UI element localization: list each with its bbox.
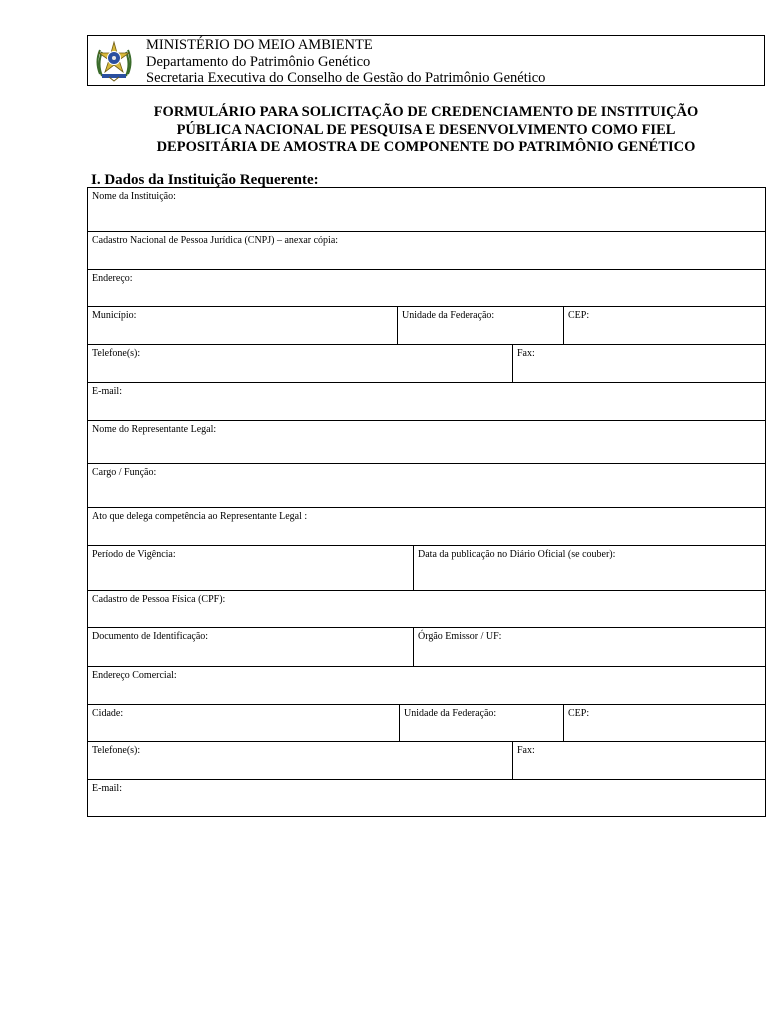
letterhead	[87, 35, 765, 86]
table-row	[87, 546, 766, 591]
cnpj-field[interactable]: Cadastro Nacional de Pessoa Jurídica (CNPJ) – anexar cópia:	[92, 235, 339, 246]
brazil-coat-of-arms-icon	[94, 40, 134, 82]
section-heading: I. Dados da Instituição Requerente:	[91, 172, 319, 188]
cargo-funcao-field[interactable]: Cargo / Função:	[92, 467, 157, 478]
form-table	[87, 187, 766, 817]
department-name: Departamento do Patrimônio Genético	[146, 53, 371, 70]
data-publicacao-field[interactable]: Data da publicação no Diário Oficial (se couber):	[413, 546, 765, 590]
table-row	[87, 421, 766, 464]
endereco-comercial-field[interactable]: Endereço Comercial:	[92, 670, 177, 681]
table-row	[87, 232, 766, 270]
telefone-field[interactable]: Telefone(s):	[92, 348, 141, 359]
fax-field[interactable]: Fax:	[512, 345, 765, 382]
table-row	[87, 705, 766, 742]
table-row	[87, 508, 766, 546]
table-row	[87, 464, 766, 508]
email-field[interactable]: E-mail:	[92, 386, 122, 397]
email-field[interactable]: E-mail:	[92, 783, 122, 794]
telefone-field[interactable]: Telefone(s):	[92, 745, 141, 756]
table-row	[87, 628, 766, 667]
endereco-field[interactable]: Endereço:	[92, 273, 133, 284]
orgao-emissor-field[interactable]: Órgão Emissor / UF:	[413, 628, 765, 666]
periodo-vigencia-field[interactable]: Período de Vigência:	[92, 549, 176, 560]
table-row	[87, 742, 766, 780]
table-row	[87, 780, 766, 817]
table-row	[87, 270, 766, 307]
documento-identificacao-field[interactable]: Documento de Identificação:	[92, 631, 209, 642]
ato-delegacao-field[interactable]: Ato que delega competência ao Representante Legal :	[92, 511, 308, 522]
table-row	[87, 667, 766, 705]
cep-field[interactable]: CEP:	[563, 307, 765, 344]
table-row	[87, 383, 766, 421]
representante-legal-field[interactable]: Nome do Representante Legal:	[92, 424, 217, 435]
cpf-field[interactable]: Cadastro de Pessoa Física (CPF):	[92, 594, 226, 605]
table-row	[87, 307, 766, 345]
form-title: FORMULÁRIO PARA SOLICITAÇÃO DE CREDENCIAMENTO DE INSTITUIÇÃO PÚBLICA NACIONAL DE PESQUISA E DESENVOLVIMENTO COMO FIEL DEPOSITÁRIA DE AMOSTRA DE COMPONENTE DO PATRIMÔNIO GENÉTICO	[153, 104, 699, 155]
uf-field[interactable]: Unidade da Federação:	[397, 307, 563, 344]
cidade-field[interactable]: Cidade:	[92, 708, 124, 719]
uf-field[interactable]: Unidade da Federação:	[399, 705, 563, 741]
table-row	[87, 187, 766, 232]
municipio-field[interactable]: Município:	[92, 310, 137, 321]
cep-field[interactable]: CEP:	[563, 705, 765, 741]
table-row	[87, 591, 766, 628]
secretariat-name: Secretaria Executiva do Conselho de Gestão do Patrimônio Genético	[146, 70, 546, 86]
fax-field[interactable]: Fax:	[512, 742, 765, 779]
ministry-name: MINISTÉRIO DO MEIO AMBIENTE	[146, 37, 373, 53]
table-row	[87, 345, 766, 383]
nome-instituicao-field[interactable]: Nome da Instituição:	[92, 191, 176, 202]
